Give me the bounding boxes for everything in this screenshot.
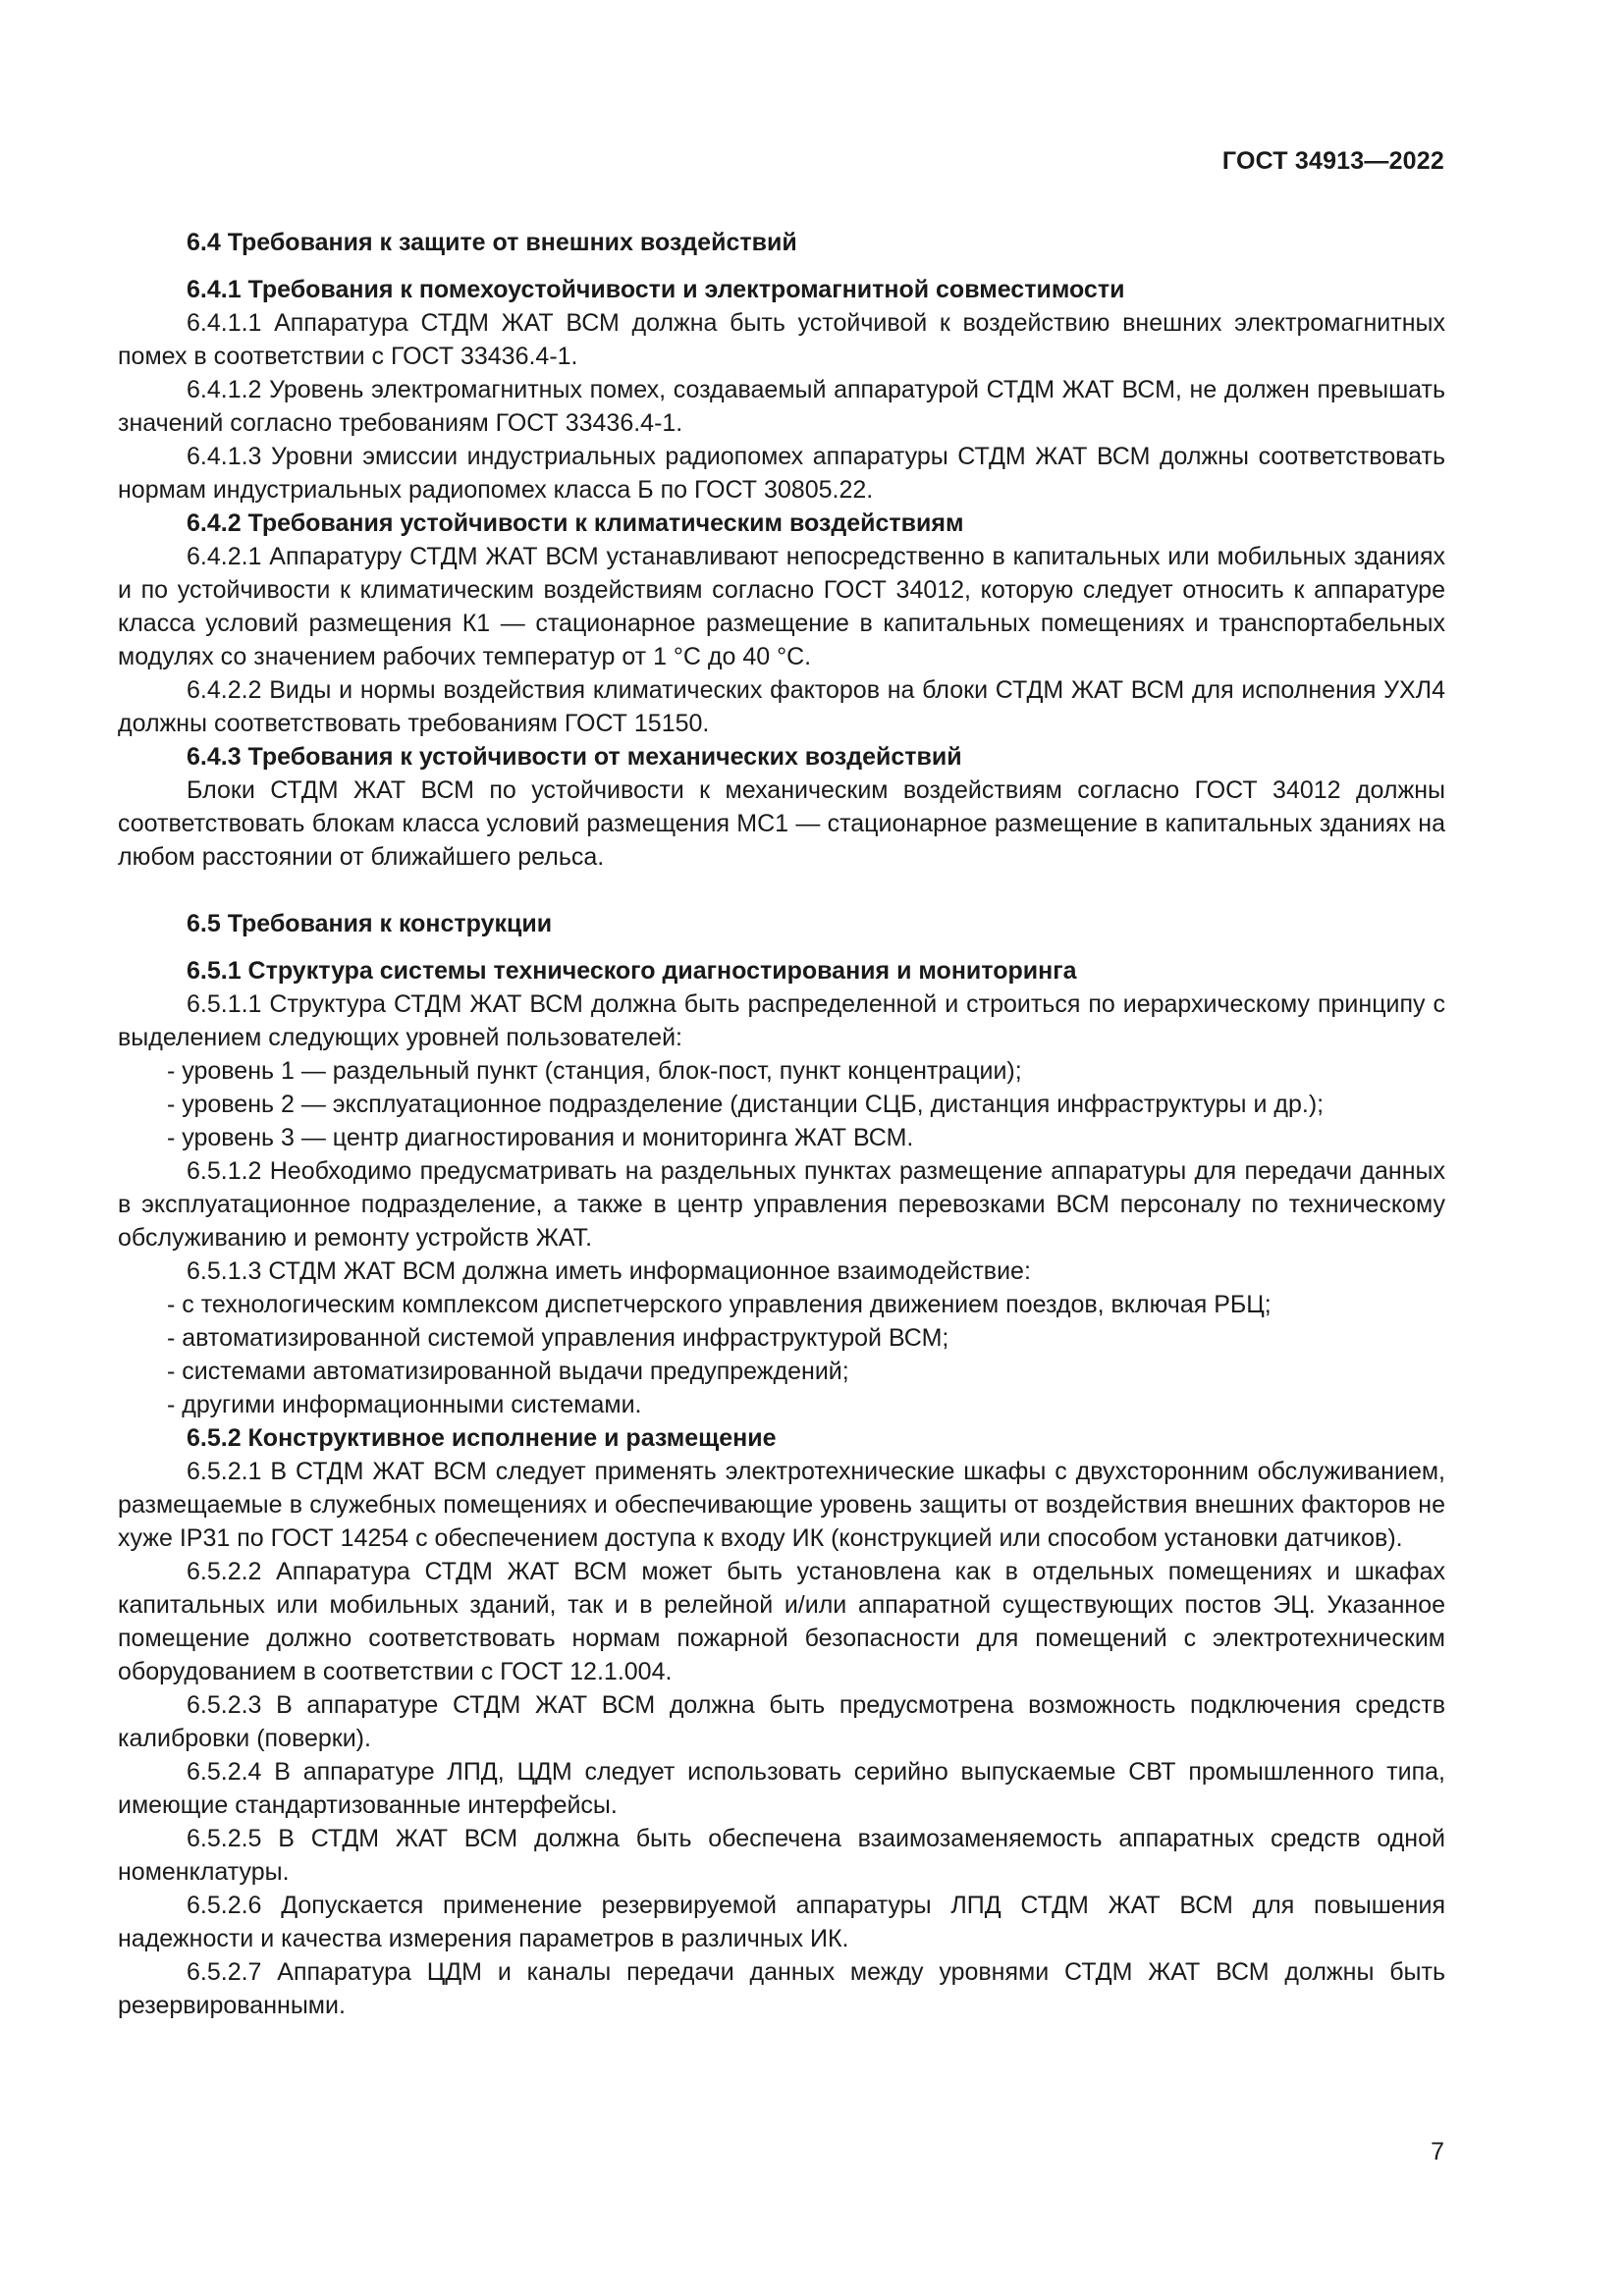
paragraph-6-5-2-5: 6.5.2.5 В СТДМ ЖАТ ВСМ должна быть обеспечена взаимозаменяемость аппаратных средств одной номенклатуры. [118,1825,1445,1886]
paragraph-6-5-2-3: 6.5.2.3 В аппаратуре СТДМ ЖАТ ВСМ должна быть предусмотрена возможность подключения средств калибровки (поверки). [118,1691,1445,1752]
list-item: - уровень 1 — раздельный пункт (станция, блок-пост, пункт концентрации); [167,1057,1022,1085]
section-6-4-heading: 6.4 Требования к защите от внешних воздействий [187,229,797,256]
page-number: 7 [1431,2138,1444,2165]
paragraph-6-5-2-1: 6.5.2.1 В СТДМ ЖАТ ВСМ следует применять электротехнические шкафы с двухсторонним обслуживанием, размещаемые в служебных помещениях и обеспечивающие уровень защиты от воздействия внешних факторов не хуже IP31 по ГОСТ 14254 с обеспечением доступа к входу ИК (конструкцией или способом установки датчиков). [118,1458,1445,1552]
section-6-5-2-heading: 6.5.2 Конструктивное исполнение и размещение [187,1424,777,1452]
paragraph-6-5-1-3: 6.5.1.3 СТДМ ЖАТ ВСМ должна иметь информационное взаимодействие: [187,1257,1031,1285]
section-6-4-1-heading: 6.4.1 Требования к помехоустойчивости и электромагнитной совместимости [187,276,1125,303]
paragraph-6-4-1-1: 6.4.1.1 Аппаратура СТДМ ЖАТ ВСМ должна быть устойчивой к воздействию внешних электромагнитных помех в соответствии с ГОСТ 33436.4-1. [118,309,1445,370]
paragraph-6-5-1-2: 6.5.1.2 Необходимо предусматривать на раздельных пунктах размещение аппаратуры для передачи данных в эксплуатационное подразделение, а также в центр управления перевозками ВСМ персоналу по техническому обслуживанию и ремонту устройств ЖАТ. [118,1157,1445,1252]
list-item: - уровень 3 — центр диагностирования и мониторинга ЖАТ ВСМ. [167,1124,914,1151]
paragraph-6-4-3: Блоки СТДМ ЖАТ ВСМ по устойчивости к механическим воздействиям согласно ГОСТ 34012 должны соответствовать блокам класса условий размещения МС1 — стационарное размещение в капитальных зданиях на любом расстоянии от ближайшего рельса. [118,776,1445,871]
section-6-5-1-heading: 6.5.1 Структура системы технического диагностирования и мониторинга [187,957,1077,985]
section-6-4-2-heading: 6.4.2 Требования устойчивости к климатическим воздействиям [187,509,964,537]
paragraph-6-4-1-3: 6.4.1.3 Уровни эмиссии индустриальных радиопомех аппаратуры СТДМ ЖАТ ВСМ должны соответствовать нормам индустриальных радиопомех класса Б по ГОСТ 30805.22. [118,443,1445,504]
paragraph-6-5-2-7: 6.5.2.7 Аппаратура ЦДМ и каналы передачи данных между уровнями СТДМ ЖАТ ВСМ должны быть резервированными. [118,1958,1445,2019]
paragraph-6-4-1-2: 6.4.1.2 Уровень электромагнитных помех, создаваемый аппаратурой СТДМ ЖАТ ВСМ, не должен превышать значений согласно требованиям ГОСТ 33436.4-1. [118,376,1445,437]
paragraph-6-5-1-1: 6.5.1.1 Структура СТДМ ЖАТ ВСМ должна быть распределенной и строиться по иерархическому принципу с выделением следующих уровней пользователей: [118,990,1445,1051]
section-6-4-3-heading: 6.4.3 Требования к устойчивости от механических воздействий [187,743,962,771]
document-body [118,224,1445,2022]
section-6-5-heading: 6.5 Требования к конструкции [187,910,553,937]
list-item: - автоматизированной системой управления инфраструктурой ВСМ; [167,1324,949,1352]
document-code: ГОСТ 34913—2022 [1221,147,1444,175]
list-item: - системами автоматизированной выдачи предупреждений; [167,1358,849,1385]
paragraph-6-5-2-4: 6.5.2.4 В аппаратуре ЛПД, ЦДМ следует использовать серийно выпускаемые СВТ промышленного типа, имеющие стандартизованные интерфейсы. [118,1758,1445,1819]
list-item: - уровень 2 — эксплуатационное подразделение (дистанции СЦБ, дистанция инфраструктуры и др.); [167,1091,1325,1118]
paragraph-6-4-2-2: 6.4.2.2 Виды и нормы воздействия климатических факторов на блоки СТДМ ЖАТ ВСМ для исполнения УХЛ4 должны соответствовать требованиям ГОСТ 15150. [118,676,1445,737]
paragraph-6-5-2-2: 6.5.2.2 Аппаратура СТДМ ЖАТ ВСМ может быть установлена как в отдельных помещениях и шкафах капитальных или мобильных зданий, так и в релейной и/или аппаратной существующих постов ЭЦ. Указанное помещение должно соответствовать нормам пожарной безопасности для помещений с электротехническим оборудованием в соответствии с ГОСТ 12.1.004. [118,1558,1445,1685]
paragraph-6-5-2-6: 6.5.2.6 Допускается применение резервируемой аппаратуры ЛПД СТДМ ЖАТ ВСМ для повышения надежности и качества измерения параметров в различных ИК. [118,1892,1445,1952]
paragraph-6-4-2-1: 6.4.2.1 Аппаратуру СТДМ ЖАТ ВСМ устанавливают непосредственно в капитальных или мобильных зданиях и по устойчивости к климатическим воздействиям согласно ГОСТ 34012, которую следует относить к аппаратуре класса условий размещения К1 — стационарное размещение в капитальных помещениях и транспортабельных модулях со значением рабочих температур от 1 °С до 40 °С. [118,543,1445,670]
list-item: - с технологическим комплексом диспетчерского управления движением поездов, включая РБЦ; [167,1291,1272,1318]
list-item: - другими информационными системами. [167,1391,642,1418]
